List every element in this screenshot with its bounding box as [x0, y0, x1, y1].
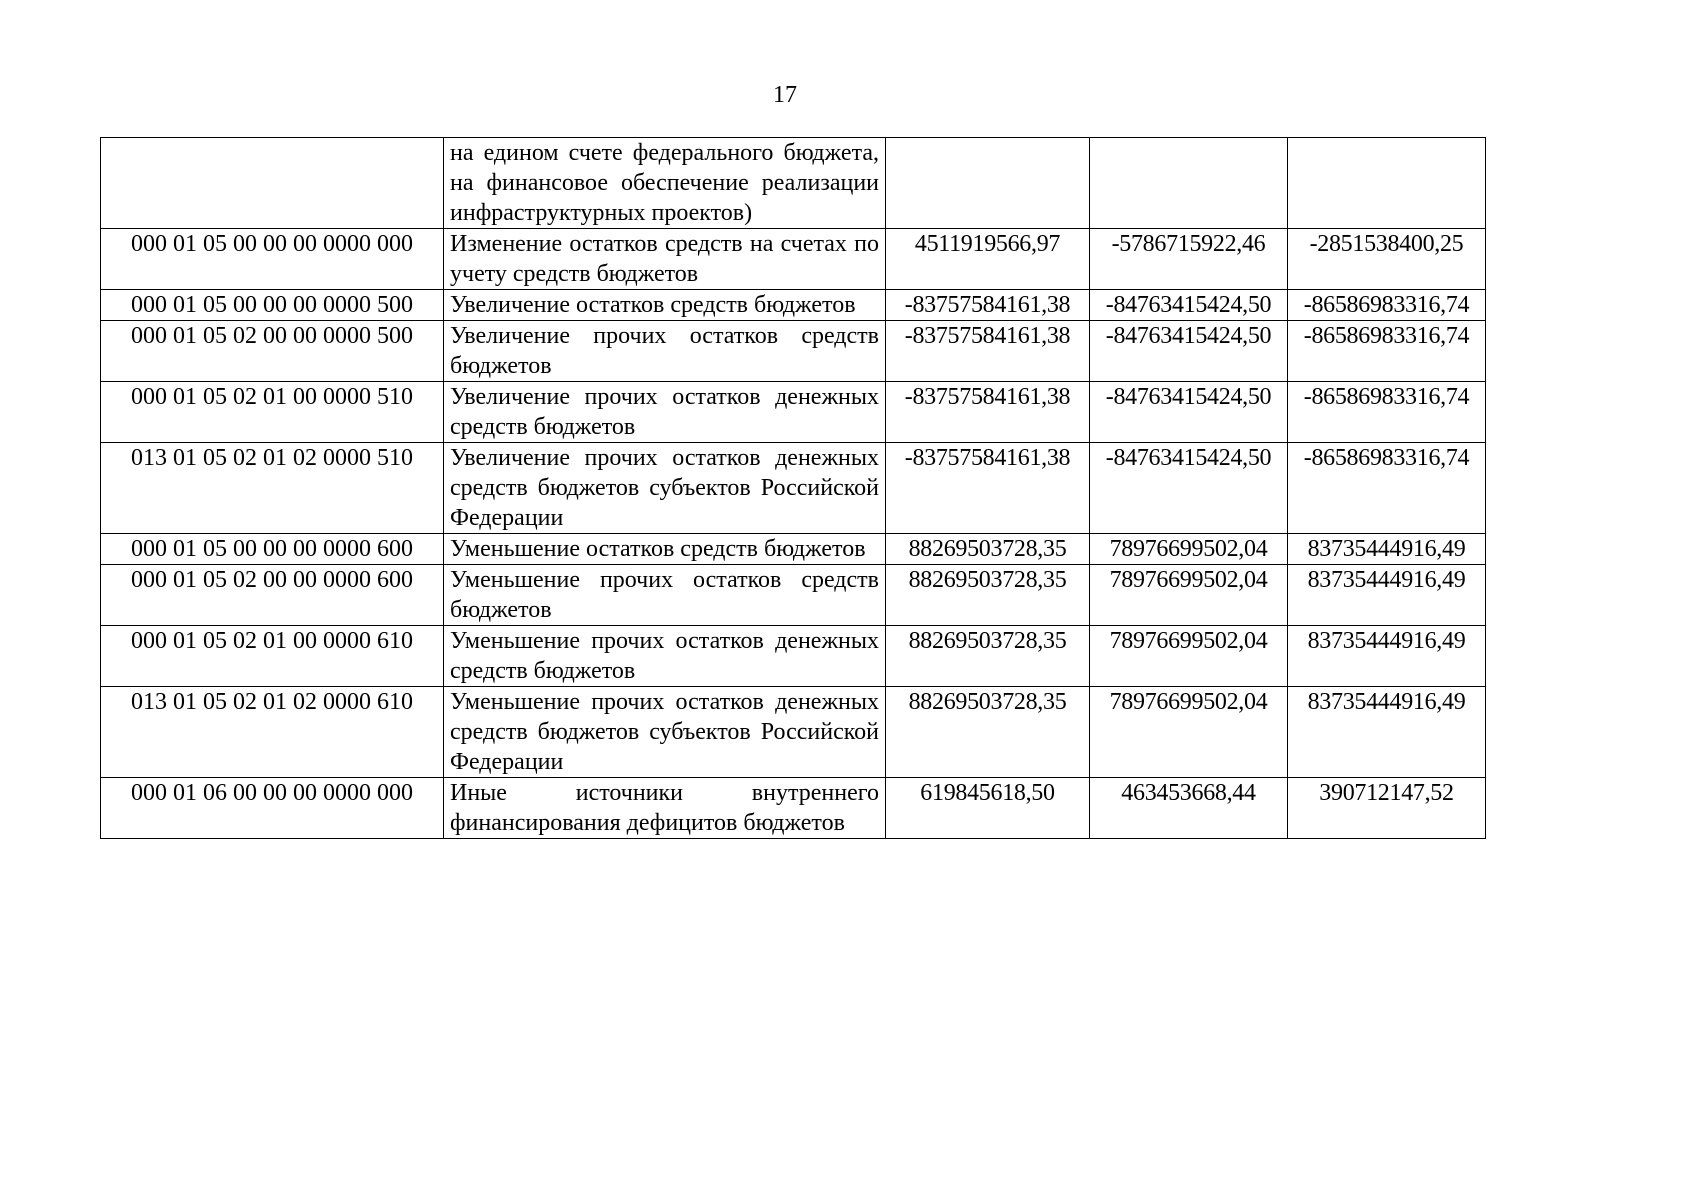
amount-cell-1: 88269503728,35: [886, 534, 1090, 565]
amount-cell-1: 88269503728,35: [886, 626, 1090, 687]
item-name-cell: Изменение остатков средств на счетах по учету средств бюджетов: [444, 229, 886, 290]
amount-cell-3: 390712147,52: [1288, 778, 1486, 839]
amount-cell-1: [886, 138, 1090, 229]
amount-cell-1: 88269503728,35: [886, 565, 1090, 626]
amount-cell-2: -5786715922,46: [1090, 229, 1288, 290]
table-row: [101, 687, 1486, 778]
amount-cell-1: -83757584161,38: [886, 382, 1090, 443]
amount-cell-2: 463453668,44: [1090, 778, 1288, 839]
budget-code-cell: 000 01 05 00 00 00 0000 000: [101, 229, 444, 290]
table-row: [101, 443, 1486, 534]
budget-code-cell: 013 01 05 02 01 02 0000 510: [101, 443, 444, 534]
table-row: [101, 138, 1486, 229]
amount-cell-1: -83757584161,38: [886, 290, 1090, 321]
budget-code-cell: 000 01 05 02 00 00 0000 600: [101, 565, 444, 626]
item-name-cell: Уменьшение прочих остатков денежных средств бюджетов субъектов Российской Федерации: [444, 687, 886, 778]
amount-cell-3: [1288, 138, 1486, 229]
amount-cell-3: -86586983316,74: [1288, 382, 1486, 443]
amount-cell-2: -84763415424,50: [1090, 443, 1288, 534]
budget-code-cell: 000 01 05 00 00 00 0000 500: [101, 290, 444, 321]
amount-cell-3: -2851538400,25: [1288, 229, 1486, 290]
budget-sources-table: [100, 137, 1486, 839]
budget-code-cell: 000 01 06 00 00 00 0000 000: [101, 778, 444, 839]
amount-cell-1: -83757584161,38: [886, 443, 1090, 534]
amount-cell-2: -84763415424,50: [1090, 321, 1288, 382]
item-name-cell: Уменьшение остатков средств бюджетов: [444, 534, 886, 565]
amount-cell-3: -86586983316,74: [1288, 290, 1486, 321]
amount-cell-1: 4511919566,97: [886, 229, 1090, 290]
amount-cell-2: -84763415424,50: [1090, 290, 1288, 321]
item-name-cell: Уменьшение прочих остатков средств бюджетов: [444, 565, 886, 626]
item-name-cell: Увеличение остатков средств бюджетов: [444, 290, 886, 321]
amount-cell-3: -86586983316,74: [1288, 443, 1486, 534]
amount-cell-3: 83735444916,49: [1288, 565, 1486, 626]
amount-cell-1: 619845618,50: [886, 778, 1090, 839]
amount-cell-3: -86586983316,74: [1288, 321, 1486, 382]
item-name-cell: Увеличение прочих остатков денежных средств бюджетов: [444, 382, 886, 443]
budget-code-cell: 000 01 05 00 00 00 0000 600: [101, 534, 444, 565]
amount-cell-2: 78976699502,04: [1090, 626, 1288, 687]
table-row: [101, 229, 1486, 290]
budget-code-cell: [101, 138, 444, 229]
budget-code-cell: 000 01 05 02 00 00 0000 500: [101, 321, 444, 382]
table-row: [101, 321, 1486, 382]
amount-cell-3: 83735444916,49: [1288, 626, 1486, 687]
item-name-cell: на едином счете федерального бюджета, на финансовое обеспечение реализации инфраструктурных проектов): [444, 138, 886, 229]
amount-cell-3: 83735444916,49: [1288, 687, 1486, 778]
amount-cell-2: 78976699502,04: [1090, 534, 1288, 565]
item-name-cell: Уменьшение прочих остатков денежных средств бюджетов: [444, 626, 886, 687]
item-name-cell: Иные источники внутреннего финансирования дефицитов бюджетов: [444, 778, 886, 839]
page-number: 17: [773, 82, 797, 108]
amount-cell-2: [1090, 138, 1288, 229]
amount-cell-2: 78976699502,04: [1090, 687, 1288, 778]
amount-cell-2: -84763415424,50: [1090, 382, 1288, 443]
amount-cell-3: 83735444916,49: [1288, 534, 1486, 565]
budget-code-cell: 013 01 05 02 01 02 0000 610: [101, 687, 444, 778]
table-row: [101, 778, 1486, 839]
table-row: [101, 626, 1486, 687]
item-name-cell: Увеличение прочих остатков средств бюджетов: [444, 321, 886, 382]
amount-cell-1: 88269503728,35: [886, 687, 1090, 778]
amount-cell-1: -83757584161,38: [886, 321, 1090, 382]
budget-code-cell: 000 01 05 02 01 00 0000 610: [101, 626, 444, 687]
table-row: [101, 565, 1486, 626]
amount-cell-2: 78976699502,04: [1090, 565, 1288, 626]
table-row: [101, 290, 1486, 321]
budget-code-cell: 000 01 05 02 01 00 0000 510: [101, 382, 444, 443]
item-name-cell: Увеличение прочих остатков денежных средств бюджетов субъектов Российской Федерации: [444, 443, 886, 534]
table-row: [101, 534, 1486, 565]
table-row: [101, 382, 1486, 443]
